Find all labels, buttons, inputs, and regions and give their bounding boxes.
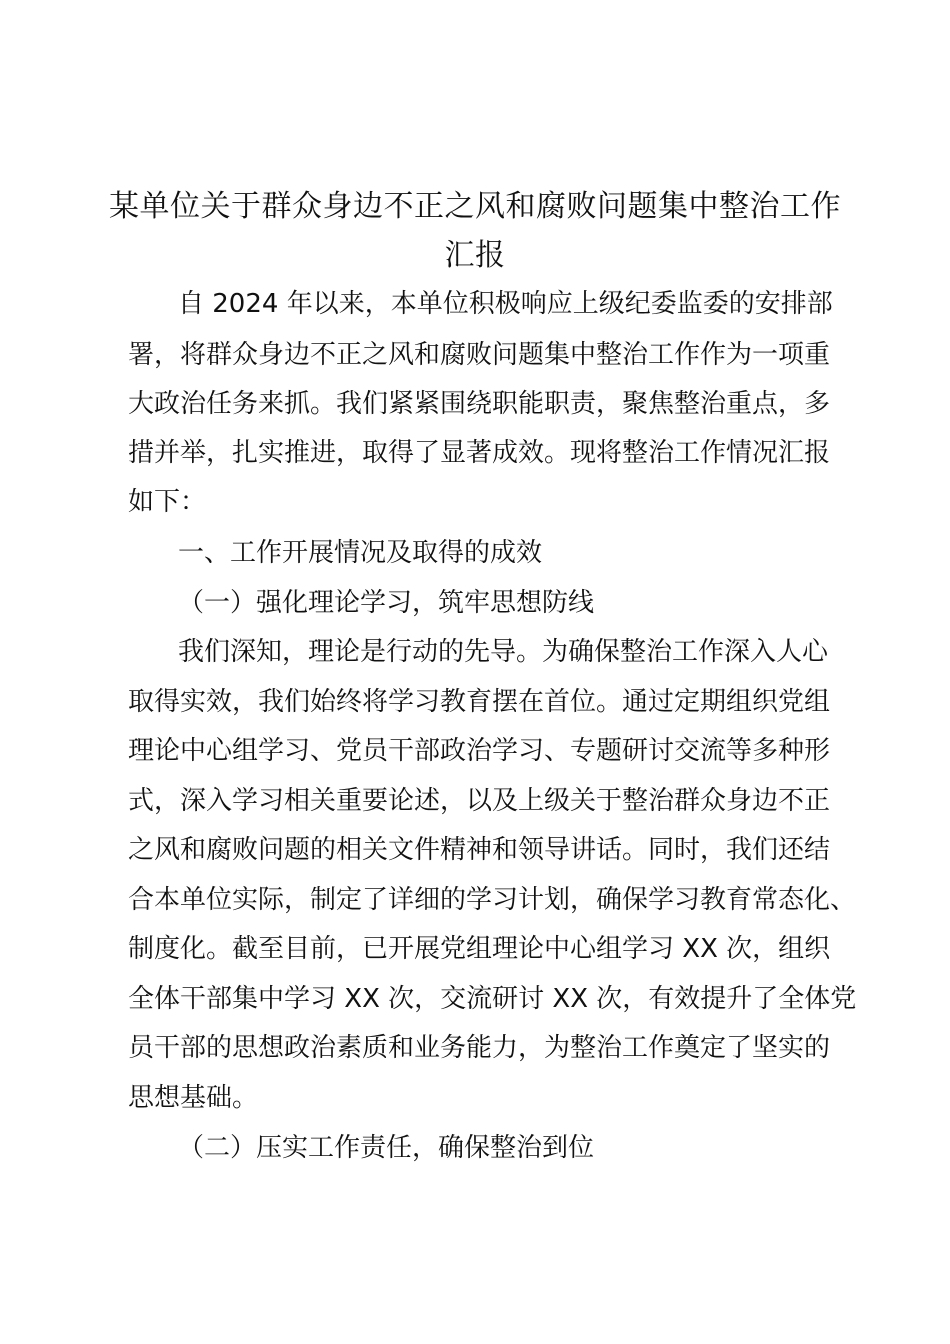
paragraph-study-line: 理论中心组学习、党员干部政治学习、专题研讨交流等多种形 [128, 736, 831, 766]
paragraph-intro-line: 大政治任务来抓。我们紧紧围绕职能职责，聚焦整治重点，多 [128, 389, 831, 419]
paragraph-intro-line: 措并举，扎实推进，取得了显著成效。现将整治工作情况汇报 [128, 438, 831, 468]
section-heading-1: 一、工作开展情况及取得的成效 [178, 538, 543, 568]
subsection-heading-2: （二）压实工作责任，确保整治到位 [178, 1133, 595, 1163]
paragraph-study-line: 员干部的思想政治素质和业务能力，为整治工作奠定了坚实的 [128, 1033, 831, 1063]
paragraph-study-line: 式，深入学习相关重要论述，以及上级关于整治群众身边不正 [128, 786, 831, 816]
subsection-heading-1: （一）强化理论学习，筑牢思想防线 [178, 588, 595, 618]
paragraph-study-line: 制度化。截至目前，已开展党组理论中心组学习 XX 次，组织 [128, 934, 831, 964]
document-title-line-2: 汇报 [444, 238, 506, 273]
paragraph-intro-line: 署，将群众身边不正之风和腐败问题集中整治工作作为一项重 [128, 340, 831, 370]
paragraph-study-line: 合本单位实际，制定了详细的学习计划，确保学习教育常态化、 [128, 885, 857, 915]
paragraph-study-line: 全体干部集中学习 XX 次，交流研讨 XX 次，有效提升了全体党 [128, 984, 857, 1014]
paragraph-study-line: 思想基础。 [128, 1083, 259, 1113]
paragraph-intro-line: 如下： [128, 487, 207, 517]
paragraph-intro-line: 自 2024 年以来，本单位积极响应上级纪委监委的安排部 [178, 289, 833, 319]
document-title-line-1: 某单位关于群众身边不正之风和腐败问题集中整治工作 [109, 189, 841, 224]
paragraph-study-line: 取得实效，我们始终将学习教育摆在首位。通过定期组织党组 [128, 687, 831, 717]
paragraph-study-line: 我们深知，理论是行动的先导。为确保整治工作深入人心 [178, 637, 829, 667]
paragraph-study-line: 之风和腐败问题的相关文件精神和领导讲话。同时，我们还结 [128, 835, 831, 865]
